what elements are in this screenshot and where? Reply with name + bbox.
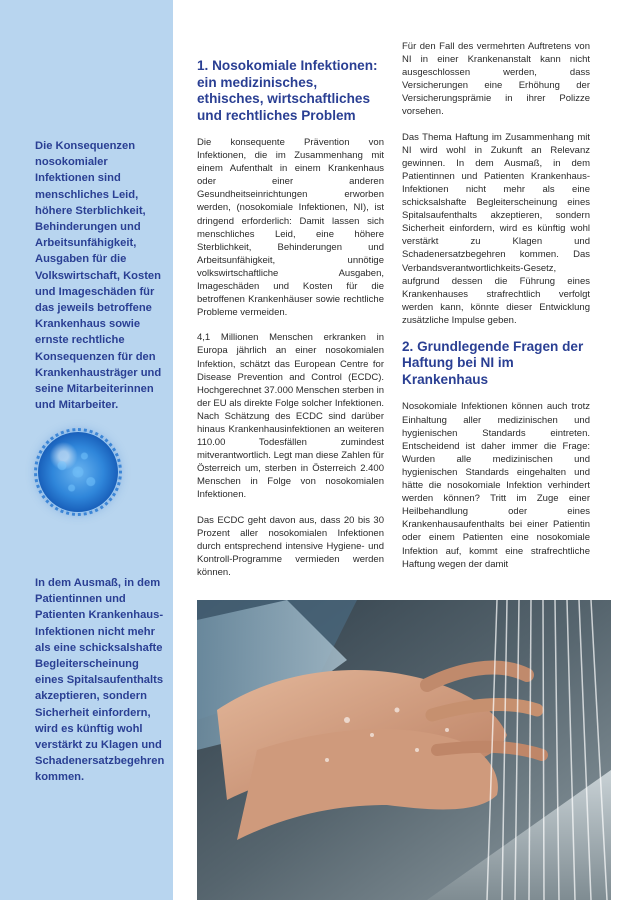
text-column-left bbox=[197, 58, 384, 591]
paragraph: Das Thema Haftung im Zusammenhang mit NI wird wohl in Zukunft an Relevanz gewinnen. In dem Ausmaß, in dem Patientinnen und Patienten Krankenhaus-Infektionen nicht mehr als eine schicksalshafte Begleiterscheinung eines Spitalsaufenthalts akzeptieren, sondern Sicherheit einfordern, wird es künftig wohl verstärkt zu Klagen und Schadenersatzbegehren kommen. Das Verbandsverantwortlichkeits-Gesetz, aufgrund dessen die Führung eines Krankenhauses strafrechtlich verfolgt werden kann, könnte dieser Entwicklung zusätzliche Impulse geben. bbox=[402, 131, 590, 326]
handwashing-photo bbox=[197, 600, 611, 900]
section-heading: 1. Nosokomiale Infektionen: ein medizinisches, ethisches, wirtschaftliches und rechtliches Problem bbox=[197, 58, 378, 123]
paragraph: Nosokomiale Infektionen können auch trotz Einhaltung aller medizinischen und hygienischen Standards eintreten. Entscheidend ist daher immer die Frage: Wurden alle medizinischen und hygienischen Standards eingehalten und hätte die nosokomiale Infektion verhindert werden können? Tritt im Zuge einer Heilbehandlung oder eines Krankenhausaufenthalts bei einer Patientin oder einem Patienten eine nosokomiale Infektion auf, kommt eine strafrechtliche Haftung wegen der damit bbox=[402, 401, 590, 570]
paragraph: Für den Fall des vermehrten Auftretens von NI in einer Krankenanstalt kann nicht ausgeschlossen werden, dass Versicherungen eine Erhöhung der Versicherungsprämie in ihrer Polizze vorsehen. bbox=[402, 41, 590, 118]
paragraph: Das ECDC geht davon aus, dass 20 bis 30 Prozent aller nosokomialen Infektionen durch entsprechend intensive Hygiene- und Kontroll-Programme vermieden werden können. bbox=[197, 514, 384, 578]
sidebar bbox=[0, 0, 173, 900]
sidebar-quote: In dem Ausmaß, in dem Patientinnen und Patienten Krankenhaus-Infektionen nicht mehr als eine schicksalshafte Begleiterscheinung eines Spitalsaufenthalts akzeptieren, sondern Sicherheit einfordern, wird es künftig wohl verstärkt zu Klagen und Schadenersatzbegehren kommen. bbox=[35, 577, 165, 784]
handwashing-illustration bbox=[197, 600, 611, 900]
text-column-right bbox=[402, 40, 590, 583]
paragraph: Die konsequente Prävention von Infektionen, die im Zusammenhang mit einem Aufenthalt in einem Krankenhaus oder einer anderen Gesundheitseinrichtungen erworben werden, (nosokomiale Infektionen, NI), ist dringend erforderlich: Damit lassen sich menschliches Leid, eine höhere Sterblichkeit, Behinderungen und Arbeitsunfähigkeit, unnötige volkswirtschaftliche Ausgaben, Imageschäden und Kosten für die betroffenen Krankenhäuser sowie rechtliche Probleme vermeiden. bbox=[197, 137, 384, 319]
sidebar-quote: Die Konsequenzen nosokomialer Infektionen sind menschliches Leid, höhere Sterblichkeit, Behinderungen und Arbeitsunfähigkeit, Ausgaben für die Volkswirtschaft, Kosten und Imageschäden für das jeweils betroffene Krankenhaus sowie ernste rechtliche Konsequenzen für den Krankenhausträger und seine Mitarbeiterinnen und Mitarbeiter. bbox=[35, 140, 162, 412]
bacterium-image bbox=[38, 432, 118, 512]
section-heading: 2. Grundlegende Fragen der Haftung bei NI im Krankenhaus bbox=[402, 338, 584, 387]
paragraph: 4,1 Millionen Menschen erkranken in Europa jährlich an einer nosokomialen Infektion, schätzt das European Centre for Disease Prevention and Control (ECDC). Hochgerechnet 37.000 Menschen sterben in der EU als direkte Folge solcher Infektionen. Nach Schätzung des ECDC sind darüber hinaus Krankenhausinfektionen an weiteren 110.00 Todesfällen zumindest mitverantwortlich. Legt man diese Zahlen für Österreich um, sterben in Österreich 2.400 Menschen in Folge von nosokomialen Infektionen. bbox=[197, 332, 384, 501]
